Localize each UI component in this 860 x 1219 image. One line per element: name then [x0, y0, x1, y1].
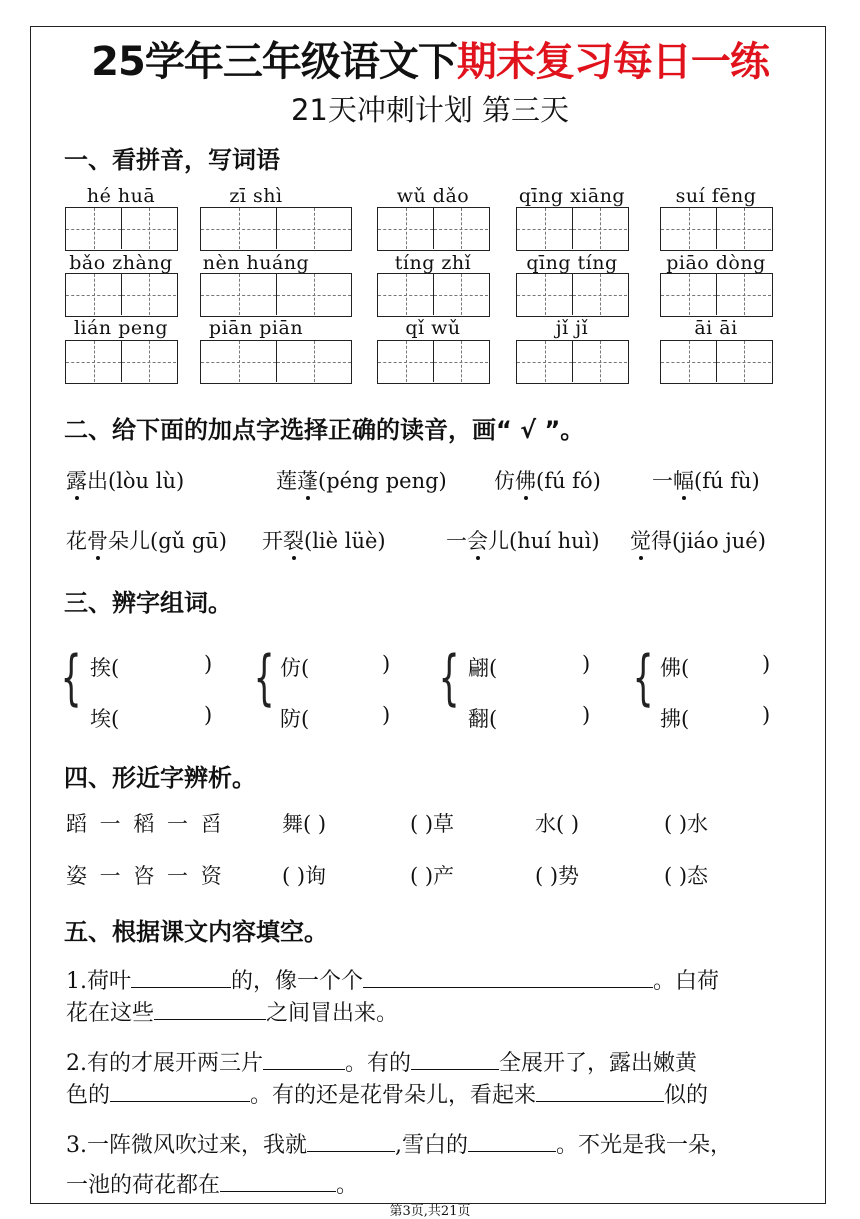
fill-line: 一池的荷花都在 。: [66, 1168, 358, 1199]
pair-top-close: ): [762, 652, 771, 676]
pair-top-close: ): [582, 652, 591, 676]
reading-item: 仿佛(fú fó): [494, 469, 601, 493]
fill-blank[interactable]: [154, 997, 266, 1020]
brace-icon: {: [632, 643, 654, 713]
writing-grid[interactable]: [377, 340, 490, 384]
tian-zi-cell[interactable]: [276, 341, 351, 382]
tian-zi-cell[interactable]: [121, 341, 176, 382]
pinyin-label: wǔ dǎo: [396, 185, 470, 207]
writing-grid[interactable]: [377, 273, 490, 317]
pair-bottom-close: ): [204, 703, 213, 727]
page-footer: 第3页,共21页: [389, 1204, 471, 1219]
pinyin-label: jǐ jǐ: [555, 317, 589, 339]
tian-zi-cell[interactable]: [378, 208, 433, 249]
pinyin-label: qīng tíng: [526, 252, 618, 274]
fill-blank[interactable]: [263, 1047, 345, 1070]
section-5-heading: 五、根据课文内容填空。: [64, 918, 328, 946]
tian-zi-cell[interactable]: [378, 341, 433, 382]
pair-top: 佛(: [660, 656, 690, 680]
writing-grid[interactable]: [200, 207, 352, 251]
pair-top: 挨(: [90, 656, 120, 680]
tian-zi-cell[interactable]: [572, 341, 627, 382]
fill-blank[interactable]: [110, 1079, 250, 1102]
pair-bottom: 翻(: [468, 707, 498, 731]
reading-item: 觉得(jiáo jué): [630, 529, 766, 553]
pair-top: 翩(: [468, 656, 498, 680]
similar-blank: ( )势: [535, 864, 580, 888]
tian-zi-cell[interactable]: [716, 208, 771, 249]
pair-bottom-close: ): [762, 703, 771, 727]
pinyin-label: piāo dòng: [666, 252, 766, 274]
pinyin-label: āi āi: [694, 317, 738, 339]
fill-blank[interactable]: [363, 965, 653, 988]
tian-zi-cell[interactable]: [121, 274, 176, 315]
tian-zi-cell[interactable]: [66, 341, 121, 382]
tian-zi-cell[interactable]: [433, 274, 488, 315]
reading-item: 一幅(fú fù): [652, 469, 760, 493]
similar-blank: ( )询: [282, 864, 327, 888]
section-1-heading: 一、看拼音，写词语: [64, 146, 280, 174]
tian-zi-cell[interactable]: [517, 274, 572, 315]
pair-bottom-close: ): [582, 703, 591, 727]
reading-item: 一会儿(huí huì): [446, 529, 600, 553]
tian-zi-cell[interactable]: [66, 208, 121, 249]
tian-zi-cell[interactable]: [201, 274, 276, 315]
fill-blank[interactable]: [411, 1047, 499, 1070]
pinyin-label: bǎo zhàng: [69, 252, 173, 274]
pinyin-label: qīng xiāng: [518, 185, 626, 207]
pair-bottom: 埃(: [90, 707, 120, 731]
pair-top: 仿(: [280, 656, 310, 680]
fill-line: 3.一阵微风吹过来，我就 ,雪白的 。不光是我一朵，: [66, 1128, 732, 1159]
fill-line: 2.有的才展开两三片 。有的 全展开了，露出嫩黄: [66, 1046, 697, 1077]
tian-zi-cell[interactable]: [201, 208, 276, 249]
similar-chars: 蹈 一 稻 一 舀: [66, 812, 225, 836]
reading-item: 开裂(liè lüè): [262, 529, 386, 553]
tian-zi-cell[interactable]: [572, 208, 627, 249]
tian-zi-cell[interactable]: [433, 208, 488, 249]
writing-grid[interactable]: [377, 207, 490, 251]
writing-grid[interactable]: [660, 207, 773, 251]
tian-zi-cell[interactable]: [661, 341, 716, 382]
fill-blank[interactable]: [468, 1129, 556, 1152]
tian-zi-cell[interactable]: [276, 208, 351, 249]
similar-blank: ( )水: [664, 812, 709, 836]
writing-grid[interactable]: [660, 340, 773, 384]
similar-blank: 舞( ): [282, 812, 327, 836]
tian-zi-cell[interactable]: [661, 274, 716, 315]
pinyin-label: zī shì: [229, 185, 283, 207]
pinyin-label: piān piān: [208, 317, 304, 339]
tian-zi-cell[interactable]: [66, 274, 121, 315]
pinyin-label: nèn huáng: [202, 252, 310, 274]
brace-icon: {: [60, 643, 82, 713]
reading-item: 露出(lòu lù): [66, 469, 185, 493]
tian-zi-cell[interactable]: [716, 341, 771, 382]
tian-zi-cell[interactable]: [433, 341, 488, 382]
writing-grid[interactable]: [200, 340, 352, 384]
writing-grid[interactable]: [516, 273, 629, 317]
reading-item: 莲蓬(péng peng): [276, 469, 447, 493]
writing-grid[interactable]: [516, 340, 629, 384]
pinyin-label: qǐ wǔ: [405, 317, 461, 339]
page-title: 25学年三年级语文下期末复习每日一练: [91, 39, 769, 85]
similar-blank: ( )产: [410, 864, 455, 888]
pair-top-close: ): [204, 652, 213, 676]
writing-grid[interactable]: [65, 273, 178, 317]
pinyin-label: tíng zhǐ: [394, 252, 472, 274]
similar-blank: ( )草: [410, 812, 455, 836]
fill-blank[interactable]: [536, 1079, 664, 1102]
similar-blank: 水( ): [535, 812, 580, 836]
writing-grid[interactable]: [65, 207, 178, 251]
section-3-heading: 三、辨字组词。: [64, 589, 232, 617]
page-subtitle: 21天冲刺计划 第三天: [290, 93, 570, 127]
writing-grid[interactable]: [660, 273, 773, 317]
similar-blank: ( )态: [664, 864, 709, 888]
tian-zi-cell[interactable]: [378, 274, 433, 315]
tian-zi-cell[interactable]: [517, 341, 572, 382]
section-4-heading: 四、形近字辨析。: [64, 764, 256, 792]
fill-blank[interactable]: [131, 965, 231, 988]
fill-line: 色的 。有的还是花骨朵儿，看起来 似的: [66, 1078, 708, 1109]
section-2-heading: 二、给下面的加点字选择正确的读音，画“ √ ”。: [64, 416, 585, 444]
pair-bottom: 拂(: [660, 707, 690, 731]
pinyin-label: suí fēng: [675, 185, 757, 207]
fill-line: 1.荷叶 的，像一个个 。白荷: [66, 964, 719, 995]
similar-chars: 姿 一 咨 一 资: [66, 864, 225, 888]
pinyin-label: hé huā: [86, 185, 156, 207]
fill-line: 花在这些 之间冒出来。: [66, 996, 398, 1027]
fill-blank[interactable]: [307, 1129, 395, 1152]
brace-icon: {: [253, 643, 275, 713]
pair-bottom: 防(: [280, 707, 310, 731]
pair-top-close: ): [382, 652, 391, 676]
tian-zi-cell[interactable]: [276, 274, 351, 315]
tian-zi-cell[interactable]: [716, 274, 771, 315]
fill-blank[interactable]: [220, 1169, 336, 1192]
pair-bottom-close: ): [382, 703, 391, 727]
pinyin-label: lián peng: [73, 317, 169, 339]
writing-grid[interactable]: [200, 273, 352, 317]
tian-zi-cell[interactable]: [517, 208, 572, 249]
writing-grid[interactable]: [516, 207, 629, 251]
tian-zi-cell[interactable]: [572, 274, 627, 315]
writing-grid[interactable]: [65, 340, 178, 384]
reading-item: 花骨朵儿(gǔ gū): [66, 529, 227, 553]
brace-icon: {: [438, 643, 460, 713]
tian-zi-cell[interactable]: [121, 208, 176, 249]
tian-zi-cell[interactable]: [661, 208, 716, 249]
tian-zi-cell[interactable]: [201, 341, 276, 382]
